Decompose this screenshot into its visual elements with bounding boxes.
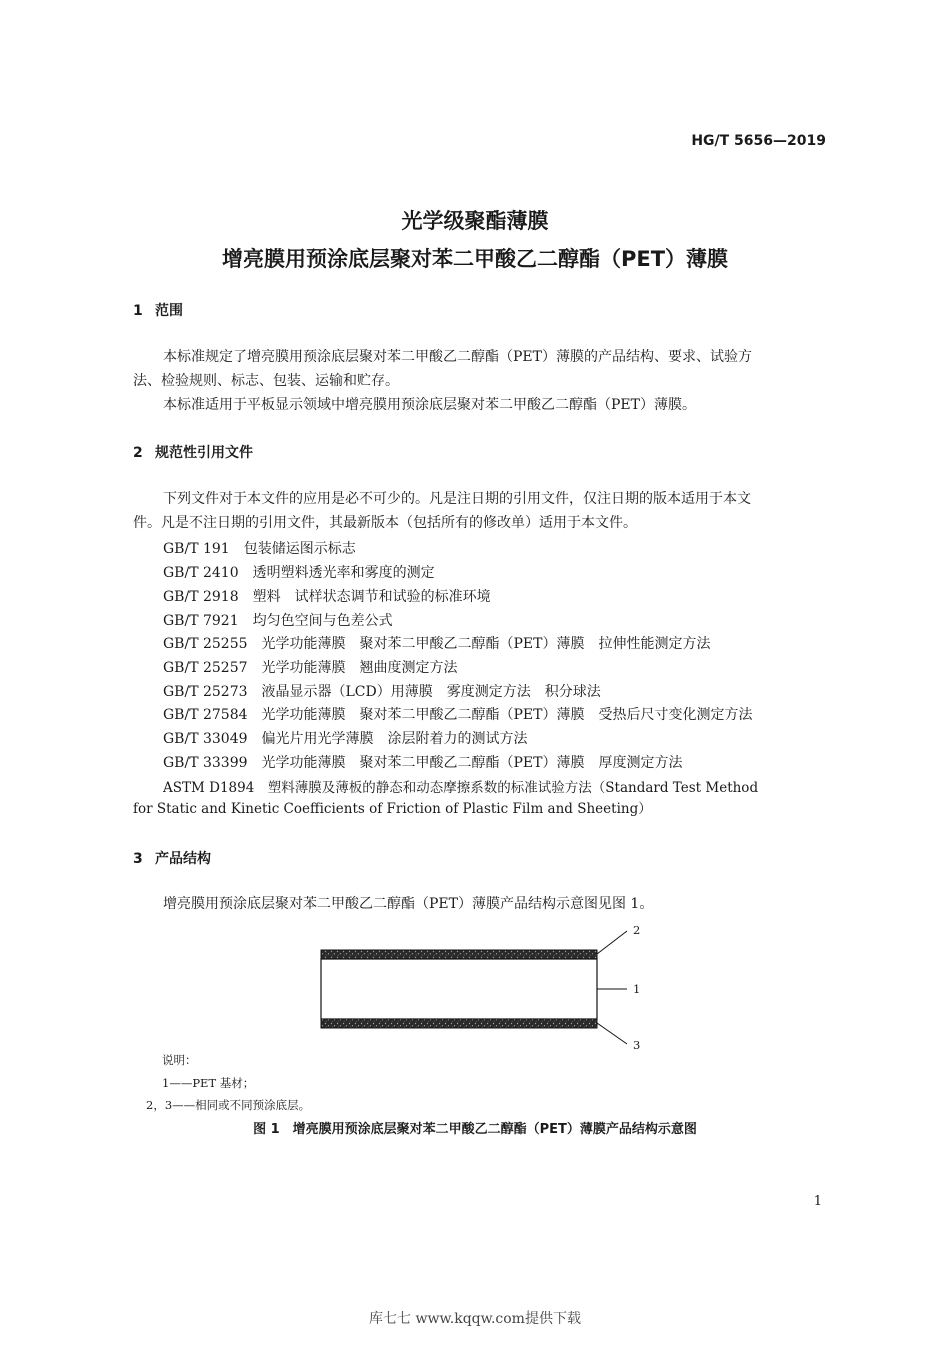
section-1-heading [133,300,183,320]
leader-line-2 [597,931,627,954]
reference-astm-line-2: for Static and Kinetic Coefficients of Friction of Plastic Film and Sheeting） [133,801,652,817]
section-3-title: 产品结构 [155,851,211,867]
section-1-para-2: 本标准适用于平板显示领域中增亮膜用预涂底层聚对苯二甲酸乙二醇酯（PET）薄膜。 [163,397,696,413]
section-1-number: 1 [133,303,143,319]
figure-caption: 图 1 增亮膜用预涂底层聚对苯二甲酸乙二醇酯（PET）薄膜产品结构示意图 [253,1122,697,1137]
reference-item: GB/T 25255 光学功能薄膜 聚对苯二甲酸乙二醇酯（PET）薄膜 拉伸性能测定方法 [163,636,711,652]
section-2-intro-line-2: 件。凡是不注日期的引用文件，其最新版本（包括所有的修改单）适用于本文件。 [133,515,637,531]
section-3-heading [133,848,211,868]
section-3-intro: 增亮膜用预涂底层聚对苯二甲酸乙二醇酯（PET）薄膜产品结构示意图见图 1。 [163,896,654,912]
pre-coat-layer-bottom [321,1019,597,1028]
reference-item: GB/T 33049 偏光片用光学薄膜 涂层附着力的测试方法 [163,731,528,747]
download-watermark: 库七七 www.kqqw.com提供下载 [369,1311,581,1327]
reference-item: GB/T 33399 光学功能薄膜 聚对苯二甲酸乙二醇酯（PET）薄膜 厚度测定方法 [163,755,683,771]
reference-item: GB/T 2410 透明塑料透光率和雾度的测定 [163,565,435,581]
section-1-title: 范围 [155,303,183,319]
callout-label-1: 1 [633,982,641,996]
reference-astm-line-1: ASTM D1894 塑料薄膜及薄板的静态和动态摩擦系数的标准试验方法（Standard Test Method [163,780,759,796]
leader-line-3 [597,1023,627,1044]
reference-item: GB/T 7921 均匀色空间与色差公式 [163,613,393,629]
title-line-2: 增亮膜用预涂底层聚对苯二甲酸乙二醇酯（PET）薄膜 [221,247,729,271]
reference-item: GB/T 25273 液晶显示器（LCD）用薄膜 雾度测定方法 积分球法 [163,684,601,700]
section-3-number: 3 [133,851,143,867]
callout-label-3: 3 [633,1038,641,1052]
legend-item-1: 1——PET 基材； [162,1076,255,1090]
pet-substrate-layer [321,959,597,1019]
section-2-number: 2 [133,445,143,461]
reference-item: GB/T 27584 光学功能薄膜 聚对苯二甲酸乙二醇酯（PET）薄膜 受热后尺寸变化测定方法 [163,707,753,723]
standard-number: HG/T 5656—2019 [691,133,826,149]
reference-item: GB/T 25257 光学功能薄膜 翘曲度测定方法 [163,660,458,676]
product-structure-diagram [300,920,660,1050]
section-1-para-1-line-1: 本标准规定了增亮膜用预涂底层聚对苯二甲酸乙二醇酯（PET）薄膜的产品结构、要求、试验方 [163,349,752,365]
section-2-title: 规范性引用文件 [155,445,253,461]
reference-item: GB/T 2918 塑料 试样状态调节和试验的标准环境 [163,589,491,605]
callout-label-2: 2 [633,923,641,937]
section-1-para-1-line-2: 法、检验规则、标志、包装、运输和贮存。 [133,373,399,389]
pre-coat-layer-top [321,950,597,959]
legend-item-2: 2，3——相同或不同预涂底层。 [146,1098,311,1112]
reference-item: GB/T 191 包装储运图示标志 [163,541,356,557]
legend-title: 说明： [162,1053,197,1067]
section-2-heading [133,442,253,462]
page-number: 1 [813,1194,822,1209]
section-2-intro-line-1: 下列文件对于本文件的应用是必不可少的。凡是注日期的引用文件，仅注日期的版本适用于本文 [163,491,751,507]
title-line-1: 光学级聚酯薄膜 [401,209,549,233]
